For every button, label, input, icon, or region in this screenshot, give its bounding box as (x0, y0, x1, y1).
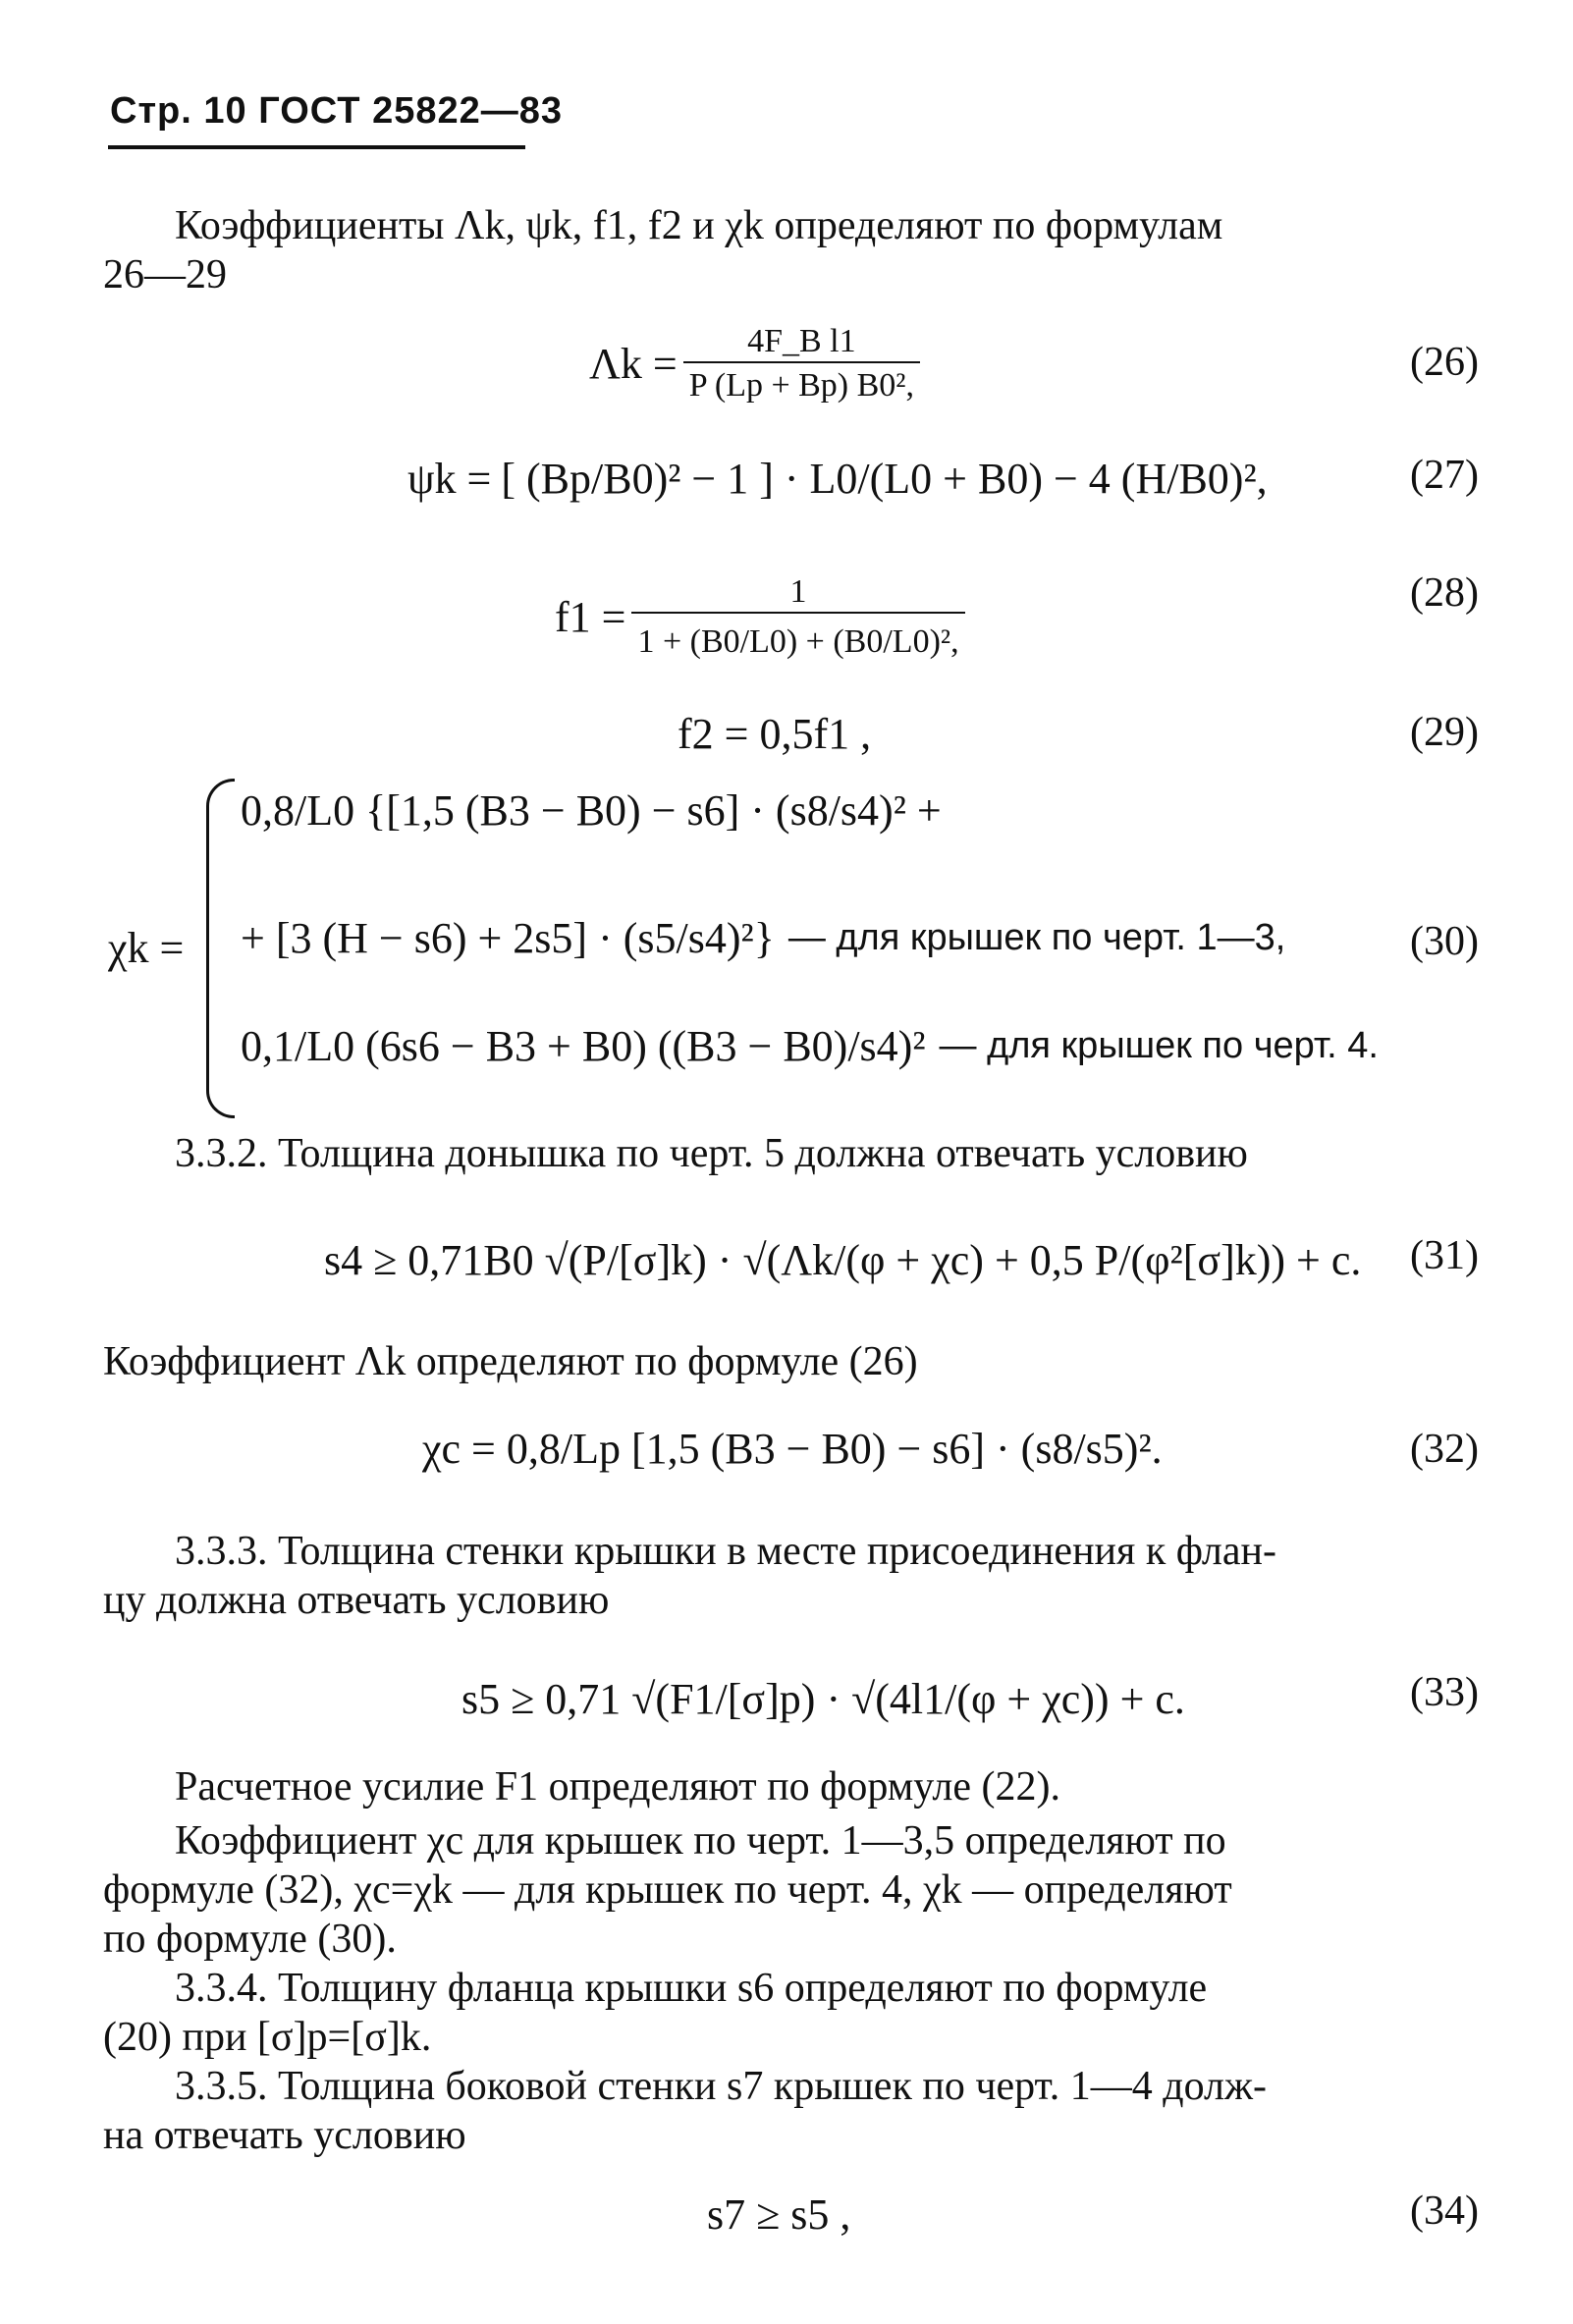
paragraph-coef-line-3: по формуле (30). (103, 1917, 397, 1962)
equation-28 (555, 538, 971, 695)
eq29-body: f2 = 0,5f1 , (678, 710, 872, 758)
eq27-lhs: ψk = (407, 454, 492, 503)
eq29-number: (29) (1410, 710, 1479, 755)
eq30-case-2: 0,1/L0 (6s6 − B3 + B0) ((B3 − B0)/s4)² — для крышек по черт. 4. (241, 1022, 1379, 1070)
intro-line-1: Коэффициенты Λk, ψk, f1, f2 и χk определяют по формулам (175, 203, 1223, 248)
equation-32 (422, 1399, 1163, 1497)
eq28-lhs: f1 = (555, 592, 626, 641)
header-rule (108, 145, 525, 149)
eq30-brace (206, 779, 235, 1118)
eq32-body: χc = 0,8/Lp [1,5 (B3 − B0) − s6] · (s8/s5)². (422, 1424, 1163, 1473)
eq30-case-1a: 0,8/L0 {[1,5 (B3 − B0) − s6] · (s8/s4)² + (241, 786, 942, 835)
eq33-number: (33) (1410, 1670, 1479, 1715)
eq34-number: (34) (1410, 2189, 1479, 2234)
eq33-body: s5 ≥ 0,71 √(F1/[σ]p) · √(4l1/(φ + χc)) + c. (461, 1674, 1185, 1723)
eq27-body: [ (Bp/B0)² − 1 ] · L0/(L0 + B0) − 4 (H/B0)², (501, 454, 1268, 503)
section-3-3-5-line-1: 3.3.5. Толщина боковой стенки s7 крышек по черт. 1—4 долж- (175, 2064, 1268, 2109)
eq26-lhs: Λk = (589, 339, 678, 388)
paragraph-coef-line-2: формуле (32), χc=χk — для крышек по черт. 4, χk — определяют (103, 1867, 1232, 1913)
eq30-case-1-note: — для крышек по черт. 1—3, (787, 917, 1286, 958)
eq26-number: (26) (1410, 340, 1479, 385)
equation-27 (407, 424, 1268, 532)
eq32-number: (32) (1410, 1427, 1479, 1472)
after-eq31-text: Коэффициент Λk определяют по формуле (26) (103, 1339, 918, 1384)
eq28-number: (28) (1410, 570, 1479, 616)
section-3-3-5-line-2: на отвечать условию (103, 2113, 466, 2158)
section-3-3-4-line-1: 3.3.4. Толщину фланца крышки s6 определяют по формуле (175, 1966, 1208, 2011)
eq34-body: s7 ≥ s5 , (707, 2189, 851, 2239)
running-header: Стр. 10 ГОСТ 25822—83 (110, 90, 564, 132)
equation-34 (707, 2185, 850, 2243)
section-3-3-4-line-2: (20) при [σ]p=[σ]k. (103, 2015, 432, 2060)
section-3-3-3-line-1: 3.3.3. Толщина стенки крышки в месте присоединения к флан- (175, 1529, 1276, 1574)
eq30-case-2-note: — для крышек по черт. 4. (939, 1025, 1379, 1066)
paragraph-coef-line-1: Коэффициент χc для крышек по черт. 1—3,5 определяют по (175, 1818, 1226, 1864)
section-3-3-3-line-2: цу должна отвечать условию (103, 1578, 610, 1623)
eq31-number: (31) (1410, 1233, 1479, 1278)
intro-line-2: 26—29 (103, 252, 227, 297)
paragraph-force: Расчетное усилие F1 определяют по формуле (22). (175, 1764, 1060, 1810)
eq28-denominator: 1 + (B0/L0) + (B0/L0)², (631, 612, 964, 660)
eq30-case-1b: + [3 (H − s6) + 2s5] · (s5/s4)²} — для крышек по черт. 1—3, (241, 914, 1286, 962)
equation-26 (589, 314, 926, 412)
section-3-3-2: 3.3.2. Толщина донышка по черт. 5 должна отвечать условию (175, 1131, 1248, 1176)
eq30-number: (30) (1410, 919, 1479, 964)
eq28-numerator: 1 (789, 572, 807, 610)
equation-29 (678, 707, 871, 761)
eq26-denominator: P (Lp + Bp) B0², (683, 361, 920, 404)
eq30-lhs: χk = (108, 923, 185, 972)
eq26-numerator: 4F_B l1 (747, 322, 856, 359)
eq31-body: s4 ≥ 0,71B0 √(P/[σ]k) · √(Λk/(φ + χc) + 0,5 P/(φ²[σ]k)) + c. (324, 1235, 1362, 1284)
eq27-number: (27) (1410, 453, 1479, 498)
equation-33 (461, 1649, 1185, 1748)
equation-31 (324, 1206, 1361, 1314)
